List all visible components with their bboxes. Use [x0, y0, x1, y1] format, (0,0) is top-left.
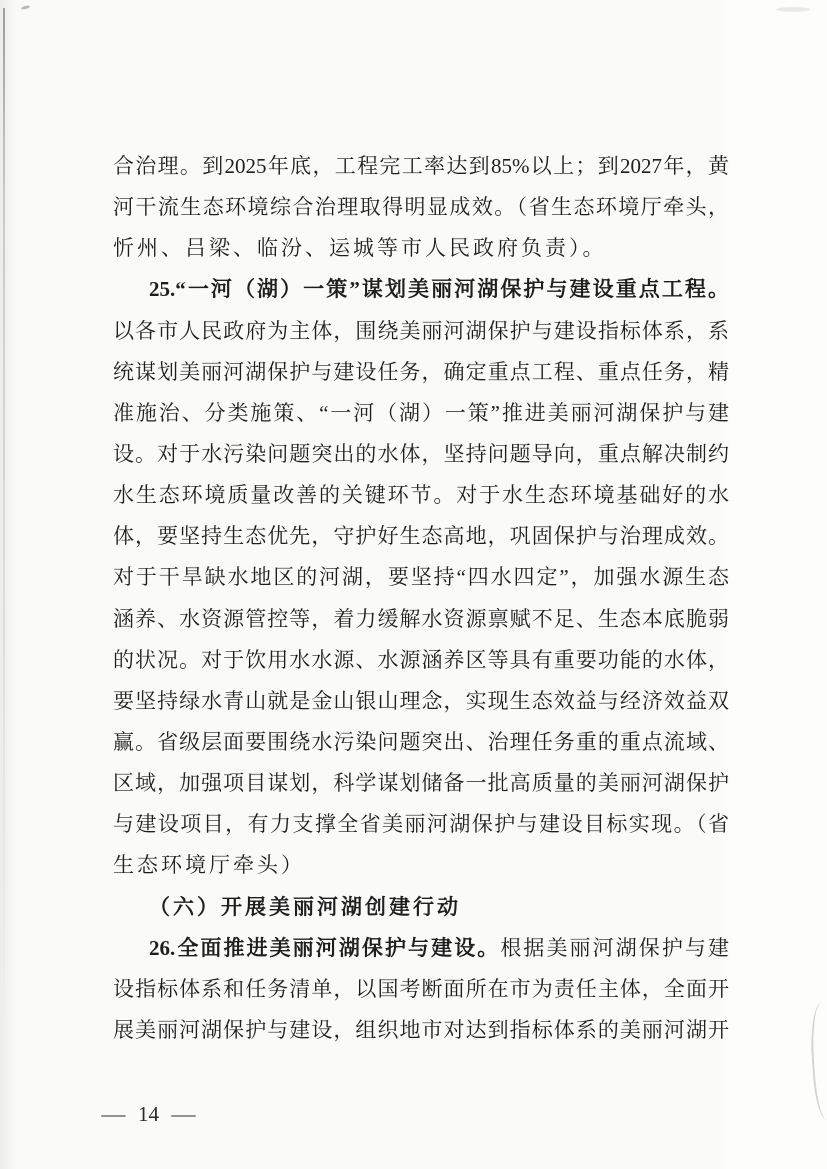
- document-line: 要坚持绿水青山就是金山银山理念，实现生态效益与经济效益双: [113, 688, 729, 713]
- page-footer: [103, 1104, 194, 1125]
- scan-arc-artifact-right: [808, 1001, 827, 1120]
- document-line: 区域，加强项目谋划，科学谋划储备一批高质量的美丽河湖保护: [113, 771, 729, 796]
- document-line: 与建设项目，有力支撑全省美丽河湖保护与建设目标实现。（省: [113, 812, 729, 837]
- document-line: 忻州、吕梁、临汾、运城等市人民政府负责）。: [113, 236, 607, 261]
- document-line: 合治理。到2025年底，工程完工率达到85%以上；到2027年，黄: [113, 154, 729, 178]
- document-line: 26.全面推进美丽河湖保护与建设。根据美丽河湖保护与建: [149, 935, 729, 960]
- document-line: 对于干旱缺水地区的河湖，要坚持“四水四定”，加强水源生态: [113, 565, 729, 590]
- document-line: 以各市人民政府为主体，围绕美丽河湖保护与建设指标体系，系: [113, 318, 729, 343]
- document-line: 河干流生态环境综合治理取得明显成效。（省生态环境厅牵头，: [113, 195, 729, 220]
- document-line: 准施治、分类施策、“一河（湖）一策”推进美丽河湖保护与建: [113, 400, 729, 425]
- scan-edge-artifact-left: [3, 8, 5, 1043]
- scan-smudge-top-right: [776, 7, 810, 12]
- document-line: 设指标体系和任务清单，以国考断面所在市为责任主体，全面开: [113, 976, 729, 1001]
- line-bold-prefix: 26.全面推进美丽河湖保护与建设。: [149, 935, 501, 960]
- footer-dash-right: —: [171, 1102, 196, 1126]
- document-line: 的状况。对于饮用水水源、水源涵养区等具有重要功能的水体，: [113, 647, 729, 672]
- scan-speck-top-left: [21, 5, 30, 10]
- document-body: [113, 146, 729, 1051]
- footer-dash-left: —: [101, 1102, 126, 1126]
- document-line: 统谋划美丽河湖保护与建设任务，确定重点工程、重点任务，精: [113, 359, 729, 384]
- document-line: 设。对于水污染问题突出的水体，坚持问题导向，重点解决制约: [113, 441, 729, 466]
- document-line: 水生态环境质量改善的关键环节。对于水生态环境基础好的水: [113, 483, 729, 508]
- document-line: （六）开展美丽河湖创建行动: [149, 894, 461, 919]
- document-line: 赢。省级层面要围绕水污染问题突出、治理任务重的重点流域、: [113, 729, 729, 754]
- document-line: 生态环境厅牵头）: [113, 853, 305, 878]
- page-number: 14: [138, 1102, 159, 1126]
- document-line: 体，要坚持生态优先，守护好生态高地，巩固保护与治理成效。: [113, 524, 729, 549]
- document-line: 展美丽河湖保护与建设，组织地市对达到指标体系的美丽河湖开: [113, 1017, 729, 1042]
- document-line: 25.“一河（湖）一策”谋划美丽河湖保护与建设重点工程。: [149, 277, 729, 302]
- document-line: 涵养、水资源管控等，着力缓解水资源禀赋不足、生态本底脆弱: [113, 606, 729, 631]
